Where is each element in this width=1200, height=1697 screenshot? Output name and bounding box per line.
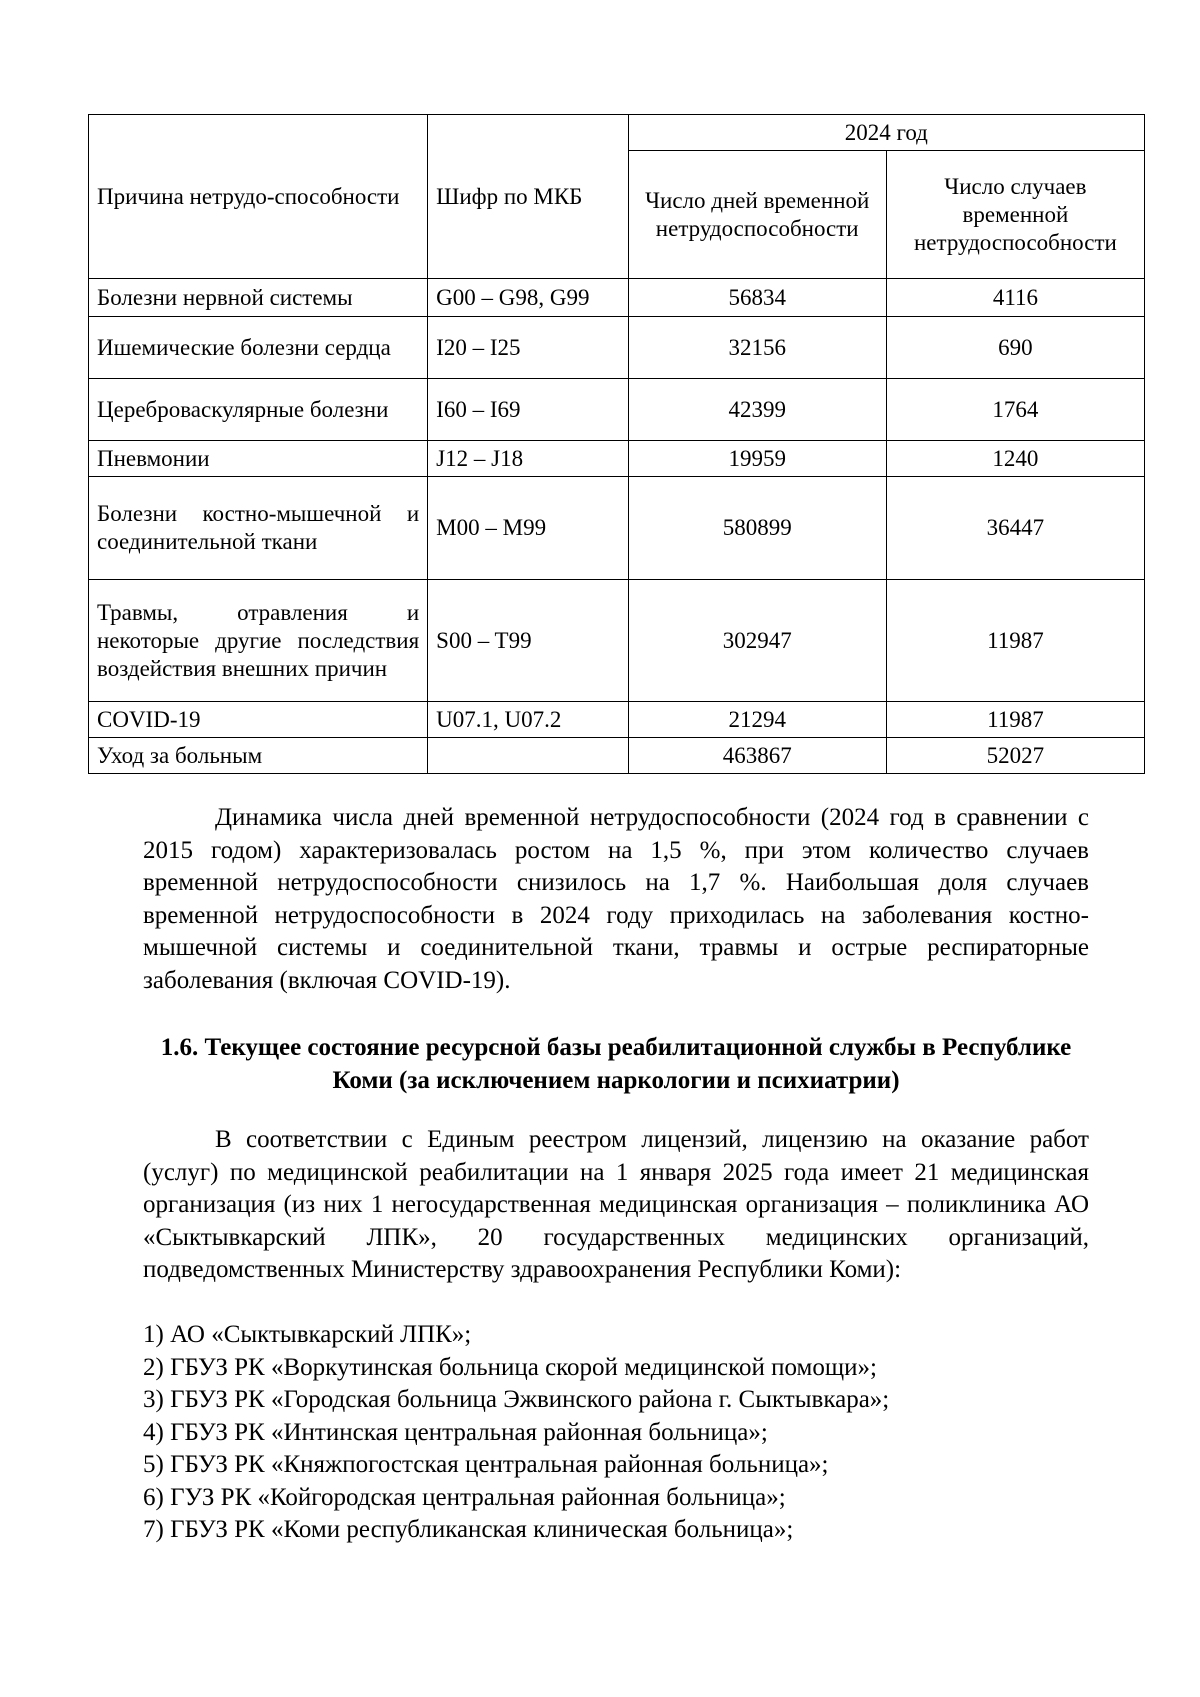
row-cases: 1764 xyxy=(886,379,1144,441)
row-days: 21294 xyxy=(628,702,886,738)
row-cases: 36447 xyxy=(886,477,1144,580)
header-code: Шифр по МКБ xyxy=(428,115,628,279)
section-heading: 1.6. Текущее состояние ресурсной базы реабилитационной службы в Республике Коми (за исключением наркологии и психиатрии) xyxy=(160,1034,1072,1094)
organization-list xyxy=(143,1319,1089,1547)
table-row xyxy=(89,279,1145,317)
row-cases: 1240 xyxy=(886,441,1144,477)
row-cause: Травмы, отравления и некоторые другие последствия воздействия внешних причин xyxy=(89,580,428,702)
table-header-row xyxy=(89,115,1145,151)
list-item: 6) ГУЗ РК «Койгородская центральная районная больница»; xyxy=(143,1483,786,1511)
table-row xyxy=(89,477,1145,580)
row-cases: 690 xyxy=(886,317,1144,379)
row-cause: Уход за больным xyxy=(89,738,428,774)
row-code: I20 – I25 xyxy=(428,317,628,379)
header-cases: Число случаев временной нетрудоспособности xyxy=(886,151,1144,279)
row-cause: Болезни костно-мышечной и соединительной ткани xyxy=(89,477,428,580)
row-cause: Цереброваскулярные болезни xyxy=(89,379,428,441)
table-row xyxy=(89,317,1145,379)
row-code: G00 – G98, G99 xyxy=(428,279,628,317)
row-cases: 11987 xyxy=(886,580,1144,702)
row-days: 580899 xyxy=(628,477,886,580)
row-days: 42399 xyxy=(628,379,886,441)
disability-table xyxy=(88,114,1145,774)
row-cause: COVID-19 xyxy=(89,702,428,738)
row-code: U07.1, U07.2 xyxy=(428,702,628,738)
list-item: 7) ГБУЗ РК «Коми республиканская клиническая больница»; xyxy=(143,1516,794,1543)
row-days: 19959 xyxy=(628,441,886,477)
list-item: 3) ГБУЗ РК «Городская больница Эжвинского района г. Сыктывкара»; xyxy=(143,1386,890,1413)
row-code: S00 – T99 xyxy=(428,580,628,702)
row-code: J12 – J18 xyxy=(428,441,628,477)
list-item: 2) ГБУЗ РК «Воркутинская больница скорой медицинской помощи»; xyxy=(143,1353,877,1381)
row-code: I60 – I69 xyxy=(428,379,628,441)
row-code: M00 – M99 xyxy=(428,477,628,580)
row-cause: Болезни нервной системы xyxy=(89,279,428,317)
row-cases: 52027 xyxy=(886,738,1144,774)
list-item: 4) ГБУЗ РК «Интинская центральная районная больница»; xyxy=(143,1418,768,1446)
list-item: 5) ГБУЗ РК «Княжпогостская центральная районная больница»; xyxy=(143,1451,829,1478)
table-row xyxy=(89,379,1145,441)
row-days: 32156 xyxy=(628,317,886,379)
header-days: Число дней временной нетрудоспособности xyxy=(628,151,886,279)
row-cases: 4116 xyxy=(886,279,1144,317)
table-row xyxy=(89,702,1145,738)
row-days: 302947 xyxy=(628,580,886,702)
row-code xyxy=(428,738,628,774)
list-item: 1) АО «Сыктывкарский ЛПК»; xyxy=(143,1321,472,1348)
header-cause: Причина нетрудо-способности xyxy=(89,115,428,279)
header-year: 2024 год xyxy=(628,115,1144,151)
row-cause: Ишемические болезни сердца xyxy=(89,317,428,379)
paragraph-dynamics: Динамика числа дней временной нетрудоспособности (2024 год в сравнении с 2015 годом) характеризовалась ростом на 1,5 %, при этом количество случаев временной нетрудоспособности снизилось на 1,7 %. Наибольшая доля случаев временной нетрудоспособности в 2024 году приходилась на заболевания костно-мышечной системы и соединительной ткани, травмы и острые респираторные заболевания (включая COVID-19). xyxy=(143,804,1089,994)
row-days: 56834 xyxy=(628,279,886,317)
paragraph-licenses: В соответствии с Единым реестром лицензий, лицензию на оказание работ (услуг) по медицинской реабилитации на 1 января 2025 года имеет 21 медицинская организация (из них 1 негосударственная медицинская организация – поликлиника АО «Сыктывкарский ЛПК», 20 государственных медицинских организаций, подведомственных Министерству здравоохранения Республики Коми): xyxy=(143,1126,1089,1283)
table-row xyxy=(89,580,1145,702)
row-days: 463867 xyxy=(628,738,886,774)
row-cause: Пневмонии xyxy=(89,441,428,477)
table-row xyxy=(89,738,1145,774)
row-cases: 11987 xyxy=(886,702,1144,738)
table-row xyxy=(89,441,1145,477)
